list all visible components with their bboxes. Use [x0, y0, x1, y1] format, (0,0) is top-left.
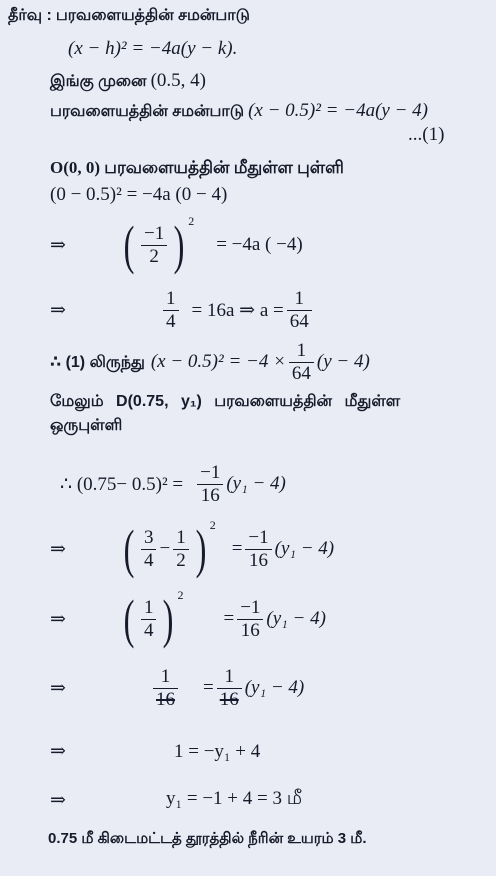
point-d-line-1: மேலும் D(0.75, y₁) பரவளையத்தின் மீதுள்ள: [50, 393, 401, 410]
specific-equation-label: பரவளையத்தின் சமன்பாடு: [50, 103, 245, 120]
implies-arrow: ⇒: [50, 677, 66, 699]
step-8: [50, 740, 260, 763]
step-8-text: 1 = −y₁ + 4: [174, 740, 261, 762]
vertex-label: இங்கு முனை: [50, 73, 147, 90]
point-o-equation: (0 − 0.5)² = −4a (0 − 4): [50, 184, 228, 205]
step-2-mid: = 16a ⇒ a =: [191, 299, 284, 321]
header-text: பரவளையத்தின் சமன்பாடு: [55, 7, 250, 24]
fraction: $\frac{-1}{16}$: [197, 462, 223, 507]
vertex-line: [50, 70, 206, 92]
step-1-rhs: = −4a ( −4): [216, 234, 303, 255]
step-1: ⇒ ( $\frac{-1}{2}$ ) 2 = −4a ( −4): [50, 213, 303, 275]
step-3-rhs: (y − 4): [316, 351, 370, 373]
general-equation: (x − h)² = −4a(y − k).: [68, 38, 238, 59]
header-line: [8, 6, 250, 26]
step-4: [60, 462, 286, 507]
conclusion-line: [48, 830, 367, 849]
step-9-text: y₁ = −1 + 4 = 3 மீ: [166, 788, 303, 809]
step-5: ⇒ ( $\frac{3}{4}$ − $\frac{1}{2}$ ) 2 = $\frac{-1}{16}$ (y₁ − 4): [50, 517, 335, 579]
step-4-rhs: (y₁ − 4): [226, 473, 286, 495]
step-3-lhs: (x − 0.5)² = −4 ×: [150, 351, 286, 373]
vertex-value: (0.5, 4): [150, 70, 206, 91]
implies-arrow: ⇒: [50, 234, 66, 256]
implies-arrow: ⇒: [50, 741, 66, 762]
conclusion: 0.75 மீ கிடைமட்டத் தூரத்தில் நீரின் உயரம் 3 மீ.: [48, 830, 367, 847]
step-2: [50, 288, 315, 333]
step-9: [50, 788, 302, 812]
step-4-lhs: ∴ (0.75− 0.5)² =: [60, 473, 184, 495]
fraction: $\frac{-1}{2}$: [141, 223, 167, 268]
solution-label: தீர்வு :: [8, 7, 52, 24]
specific-equation: (x − 0.5)² = −4a(y − 4): [248, 100, 428, 121]
fraction: $\frac{1}{64}$: [287, 288, 312, 333]
step-3-prefix: ∴ (1) லிருந்து: [50, 353, 145, 371]
implies-arrow: ⇒: [50, 538, 66, 560]
point-o-line: [50, 158, 344, 180]
fraction: $\frac{1}{64}$: [289, 340, 314, 385]
step-7: ⇒ $\frac{1}{16}$ = $\frac{1}{16}$ (y₁ − 4): [50, 666, 305, 710]
specific-equation-line: [50, 100, 428, 122]
implies-arrow: ⇒: [50, 608, 66, 630]
point-d-line-2: ஒருபுள்ளி: [50, 417, 123, 434]
step-6: ⇒ ( $\frac{1}{4}$ ) 2 = $\frac{-1}{16}$ (y₁ − 4): [50, 587, 326, 649]
step-3: [50, 340, 370, 385]
implies-arrow: ⇒: [50, 789, 66, 811]
fraction: $\frac{1}{4}$: [163, 288, 179, 333]
point-o-label: O(0, 0) பரவளையத்தின் மீதுள்ள புள்ளி: [50, 158, 344, 177]
implies-arrow: ⇒: [50, 299, 66, 321]
equation-ref: ...(1): [408, 124, 445, 145]
